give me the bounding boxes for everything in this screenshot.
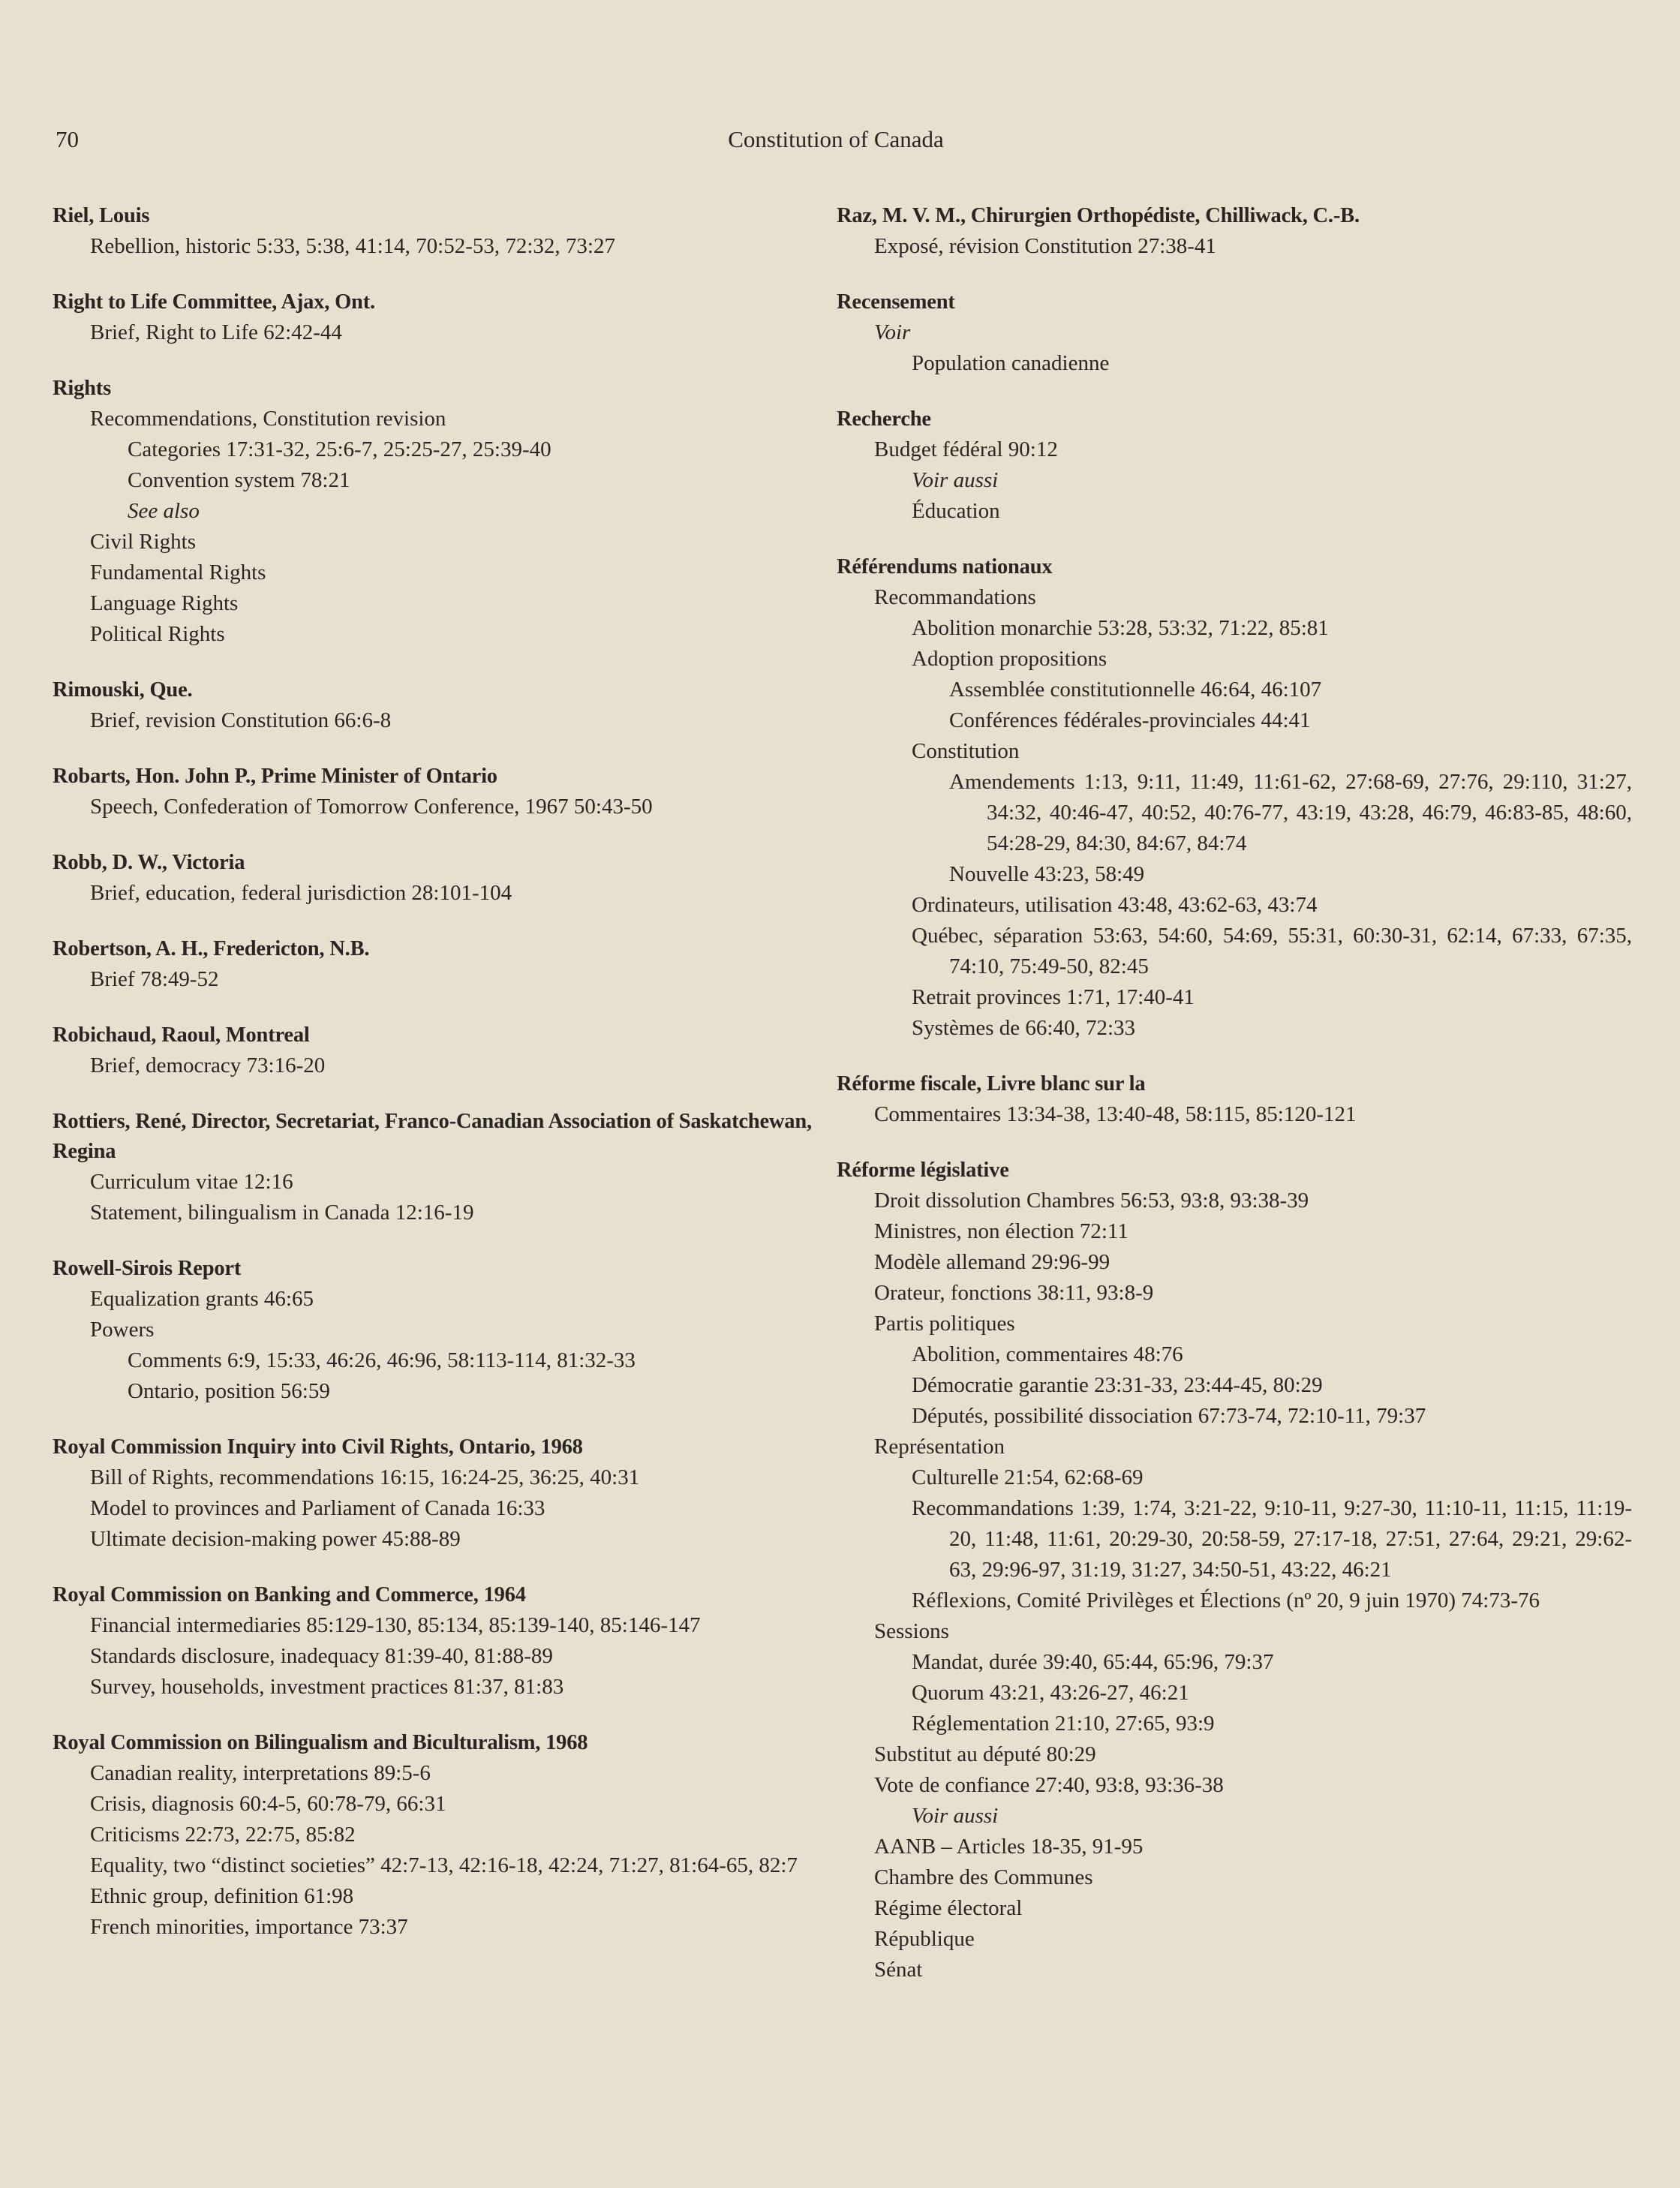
index-entry <box>53 934 840 995</box>
entry-subitem: Régime électoral <box>874 1896 1023 1920</box>
entry-subitem: Ontario, position 56:59 <box>128 1379 330 1403</box>
index-entry <box>53 762 840 822</box>
running-title: Constitution of Canada <box>728 126 944 152</box>
page-number: 70 <box>56 126 79 152</box>
entry-heading: Robichaud, Raoul, Montreal <box>53 1023 310 1047</box>
index-entry <box>53 1728 840 1943</box>
entry-subitem: Canadian reality, interpretations 89:5-6 <box>90 1761 431 1785</box>
entry-subitem: Ethnic group, definition 61:98 <box>90 1884 354 1908</box>
index-entry <box>53 1107 840 1228</box>
entry-subitem: Abolition monarchie 53:28, 53:32, 71:22, 85:81 <box>912 616 1329 640</box>
entry-subitem: Constitution <box>912 739 1020 763</box>
entry-subitem: Assemblée constitutionnelle 46:64, 46:107 <box>949 678 1322 702</box>
entry-subitem: Sénat <box>874 1958 923 1982</box>
entry-subitem: Modèle allemand 29:96-99 <box>874 1250 1110 1274</box>
entry-subitem: Éducation <box>912 499 1000 523</box>
index-entry <box>53 1020 840 1081</box>
entry-heading: Rottiers, René, Director, Secretariat, Franco-Canadian Association of Saskatchewan, Regina <box>53 1110 812 1163</box>
entry-subitem: République <box>874 1927 975 1951</box>
index-entry <box>837 1069 1632 1130</box>
cross-reference-label: Voir aussi <box>912 468 999 492</box>
entry-subitem: Partis politiques <box>874 1312 1015 1336</box>
entry-subitem: Recommandations <box>874 585 1036 609</box>
index-entry <box>53 287 840 348</box>
entry-heading: Recensement <box>837 290 955 314</box>
entry-subitem: Adoption propositions <box>912 647 1107 671</box>
entry-subitem: Statement, bilingualism in Canada 12:16-19 <box>90 1201 474 1225</box>
entry-subitem: Exposé, révision Constitution 27:38-41 <box>874 234 1216 258</box>
entry-heading: Raz, M. V. M., Chirurgien Orthopédiste, Chilliwack, C.-B. <box>837 204 1360 227</box>
index-entry <box>837 404 1632 527</box>
entry-subitem: Ministres, non élection 72:11 <box>874 1219 1129 1243</box>
entry-subitem: Categories 17:31-32, 25:6-7, 25:25-27, 25:39-40 <box>128 437 551 461</box>
entry-subitem: Abolition, commentaires 48:76 <box>912 1342 1183 1366</box>
entry-subitem: Brief, democracy 73:16-20 <box>90 1053 326 1077</box>
entry-subitem: Rebellion, historic 5:33, 5:38, 41:14, 70:52-53, 72:32, 73:27 <box>90 234 615 258</box>
entry-subitem: Survey, households, investment practices 81:37, 81:83 <box>90 1675 564 1699</box>
entry-heading: Robb, D. W., Victoria <box>53 851 245 874</box>
page-header <box>56 126 1616 159</box>
index-entry <box>53 1432 840 1555</box>
entry-subitem: Population canadienne <box>912 351 1110 375</box>
entry-heading: Référendums nationaux <box>837 555 1053 579</box>
entry-subitem: Ultimate decision-making power 45:88-89 <box>90 1527 461 1551</box>
entry-subitem: Culturelle 21:54, 62:68-69 <box>912 1465 1144 1489</box>
entry-subitem: AANB – Articles 18-35, 91-95 <box>874 1835 1144 1859</box>
entry-heading: Rimouski, Que. <box>53 678 193 702</box>
entry-subitem: Substitut au député 80:29 <box>874 1742 1096 1766</box>
entry-subitem: Retrait provinces 1:71, 17:40-41 <box>912 985 1195 1009</box>
entry-heading: Robarts, Hon. John P., Prime Minister of Ontario <box>53 765 497 788</box>
entry-subitem: Crisis, diagnosis 60:4-5, 60:78-79, 66:31 <box>90 1792 446 1816</box>
entry-subitem: Model to provinces and Parliament of Canada 16:33 <box>90 1496 545 1520</box>
index-entry <box>837 552 1632 1044</box>
entry-subitem: Chambre des Communes <box>874 1865 1093 1889</box>
entry-subitem: Sessions <box>874 1619 949 1643</box>
index-entry <box>53 1580 840 1703</box>
entry-subitem: French minorities, importance 73:37 <box>90 1915 408 1939</box>
entry-subitem: Commentaires 13:34-38, 13:40-48, 58:115, 85:120-121 <box>874 1102 1357 1126</box>
index-entry <box>53 1254 840 1407</box>
cross-reference-label: Voir aussi <box>912 1804 999 1828</box>
entry-subitem: Représentation <box>874 1435 1005 1459</box>
entry-subitem: Comments 6:9, 15:33, 46:26, 46:96, 58:113-114, 81:32-33 <box>128 1348 636 1372</box>
entry-subitem: Financial intermediaries 85:129-130, 85:134, 85:139-140, 85:146-147 <box>90 1613 701 1637</box>
entry-heading: Right to Life Committee, Ajax, Ont. <box>53 290 375 314</box>
entry-subitem: Québec, séparation 53:63, 54:60, 54:69, 55:31, 60:30-31, 62:14, 67:33, 67:35, 74:10, 75:49-50, 82:45 <box>912 924 1632 978</box>
index-entry <box>837 287 1632 379</box>
index-entry <box>837 201 1632 262</box>
entry-heading: Royal Commission on Bilingualism and Biculturalism, 1968 <box>53 1731 588 1754</box>
entry-subitem: Brief, education, federal jurisdiction 28:101-104 <box>90 881 512 905</box>
entry-subitem: Brief, Right to Life 62:42-44 <box>90 320 342 344</box>
entry-subitem: Réglementation 21:10, 27:65, 93:9 <box>912 1712 1215 1736</box>
entry-heading: Royal Commission Inquiry into Civil Rights, Ontario, 1968 <box>53 1435 583 1459</box>
entry-subitem: Députés, possibilité dissociation 67:73-74, 72:10-11, 79:37 <box>912 1404 1426 1428</box>
entry-heading: Rowell-Sirois Report <box>53 1257 242 1280</box>
entry-subitem: Speech, Confederation of Tomorrow Conference, 1967 50:43-50 <box>90 795 653 819</box>
entry-subitem: Démocratie garantie 23:31-33, 23:44-45, 80:29 <box>912 1373 1323 1397</box>
entry-subitem: Equality, two “distinct societies” 42:7-13, 42:16-18, 42:24, 71:27, 81:64-65, 82:7 <box>90 1853 798 1877</box>
entry-subitem: Systèmes de 66:40, 72:33 <box>912 1016 1136 1040</box>
entry-subitem: Standards disclosure, inadequacy 81:39-40, 81:88-89 <box>90 1644 553 1668</box>
entry-subitem: Mandat, durée 39:40, 65:44, 65:96, 79:37 <box>912 1650 1274 1674</box>
entry-subitem: Budget fédéral 90:12 <box>874 437 1058 461</box>
entry-subitem: Nouvelle 43:23, 58:49 <box>949 862 1145 886</box>
entry-subitem: Equalization grants 46:65 <box>90 1287 314 1311</box>
entry-subitem: Quorum 43:21, 43:26-27, 46:21 <box>912 1681 1189 1705</box>
index-entry <box>53 374 840 650</box>
entry-subitem: Brief, revision Constitution 66:6-8 <box>90 708 392 732</box>
entry-subitem: Amendements 1:13, 9:11, 11:49, 11:61-62, 27:68-69, 27:76, 29:110, 31:27, 34:32, 40:46-47, 40:52, 40:76-77, 43:19, 43:28, 46:79, 46:83-85, 48:60, 54:28-29, 84:30, 84:67, 84:74 <box>949 770 1632 855</box>
entry-subitem: Vote de confiance 27:40, 93:8, 93:36-38 <box>874 1773 1224 1797</box>
cross-reference-label: Voir <box>874 320 911 344</box>
index-entry <box>837 1156 1632 1985</box>
entry-subitem: Réflexions, Comité Privilèges et Élections (nº 20, 9 juin 1970) 74:73-76 <box>912 1588 1540 1612</box>
index-entry <box>53 675 840 736</box>
index-entry <box>53 201 840 262</box>
entry-subitem: Ordinateurs, utilisation 43:48, 43:62-63, 43:74 <box>912 893 1318 917</box>
entry-heading: Réforme législative <box>837 1159 1009 1182</box>
entry-heading: Riel, Louis <box>53 204 150 227</box>
entry-subitem: Recommandations 1:39, 1:74, 3:21-22, 9:10-11, 9:27-30, 11:10-11, 11:15, 11:19-20, 11:48, 11:61, 20:29-30, 20:58-59, 27:17-18, 27:51, 27:64, 29:21, 29:62-63, 29:96-97, 31:19, 31:27, 34:50-51, 43:22, 46:21 <box>912 1496 1632 1582</box>
entry-heading: Recherche <box>837 407 931 431</box>
entry-subitem: Civil Rights <box>90 530 197 554</box>
index-column-left <box>53 201 840 1968</box>
entry-subitem: Fundamental Rights <box>90 561 266 585</box>
entry-subitem: Language Rights <box>90 591 239 615</box>
entry-subitem: Convention system 78:21 <box>128 468 350 492</box>
entry-subitem: Brief 78:49-52 <box>90 967 219 991</box>
entry-heading: Royal Commission on Banking and Commerce, 1964 <box>53 1583 526 1606</box>
entry-subitem: Recommendations, Constitution revision <box>90 407 446 431</box>
entry-subitem: Bill of Rights, recommendations 16:15, 16:24-25, 36:25, 40:31 <box>90 1465 640 1489</box>
entry-heading: Rights <box>53 377 111 400</box>
entry-subitem: Orateur, fonctions 38:11, 93:8-9 <box>874 1281 1154 1305</box>
cross-reference-label: See also <box>128 499 200 523</box>
entry-subitem: Curriculum vitae 12:16 <box>90 1170 293 1194</box>
entry-subitem: Droit dissolution Chambres 56:53, 93:8, 93:38-39 <box>874 1189 1309 1213</box>
entry-subitem: Political Rights <box>90 622 225 646</box>
entry-heading: Réforme fiscale, Livre blanc sur la <box>837 1072 1146 1096</box>
entry-subitem: Powers <box>90 1318 155 1342</box>
index-column-right <box>837 201 1632 2011</box>
entry-subitem: Criticisms 22:73, 22:75, 85:82 <box>90 1823 356 1847</box>
entry-heading: Robertson, A. H., Fredericton, N.B. <box>53 937 370 960</box>
index-entry <box>53 848 840 909</box>
entry-subitem: Conférences fédérales-provinciales 44:41 <box>949 708 1311 732</box>
